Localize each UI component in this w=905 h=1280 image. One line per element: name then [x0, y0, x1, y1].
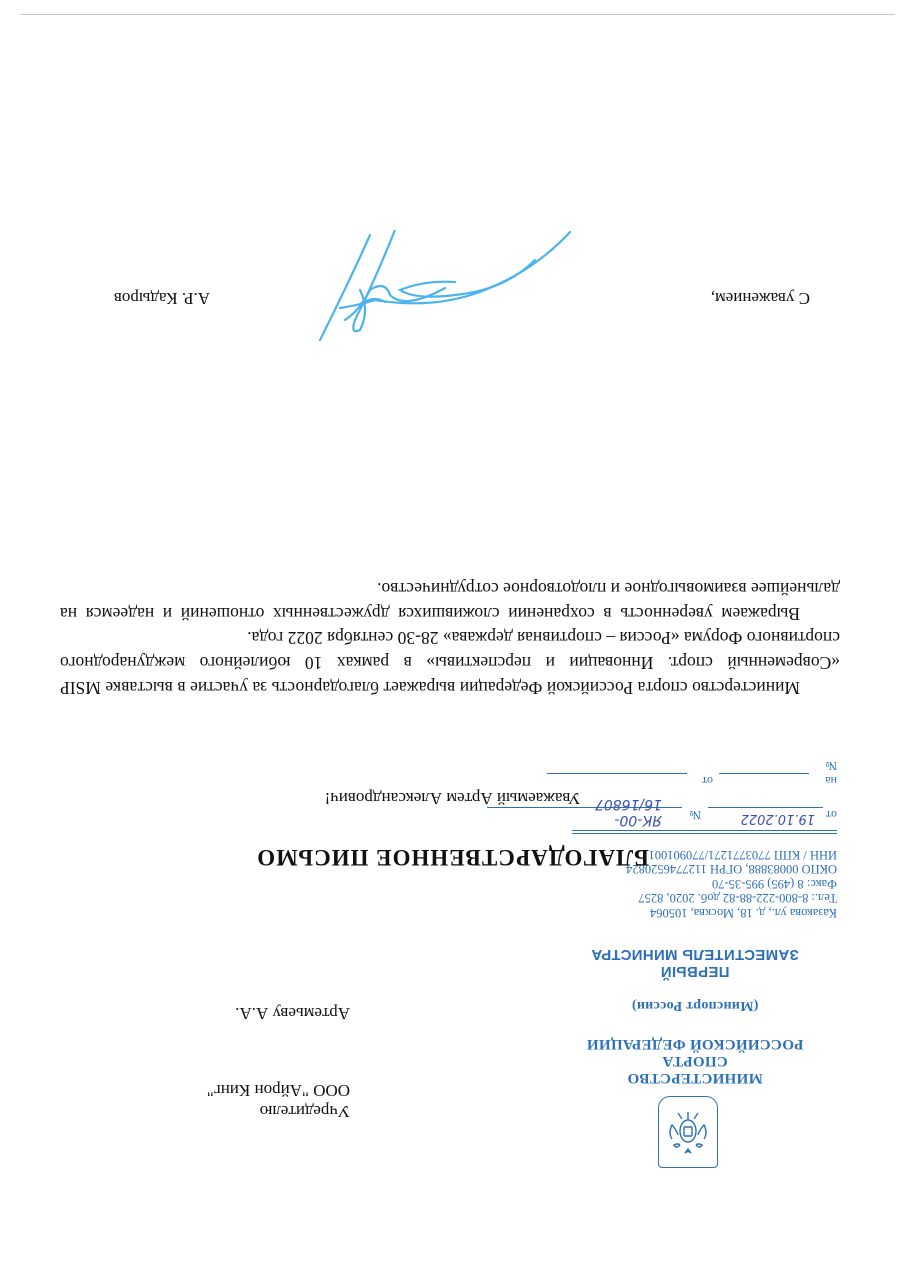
reply-number-label: на №	[825, 759, 837, 788]
addressee-name: Артемьеву А.А.	[235, 1004, 350, 1023]
body-paragraph: Выражаем уверенность в сохранении сложившихся дружественных отношений и надеемся на дальнейшее взаимовыгодное и плодотворное сотрудничество.	[60, 578, 840, 624]
letterhead-divider	[572, 833, 837, 834]
signature-icon	[295, 230, 575, 350]
address: Казакова ул., д. 18, Москва, 105064	[650, 906, 837, 920]
org-name	[530, 1035, 860, 1086]
addressee-company: ООО "Айрон Кинг"	[206, 1081, 350, 1100]
phone: Тел.: 8-800-222-88-82 доб. 2020, 8257	[638, 891, 837, 906]
reply-from-label: от	[701, 774, 713, 788]
org-name-line: СПОРТА	[662, 1053, 728, 1069]
letter-body	[60, 576, 840, 700]
org-name-line: РОССИЙСКОЙ ФЕДЕРАЦИИ	[586, 1036, 804, 1052]
inn-kpp: ИНН / КПП 7703771271/770901001	[648, 848, 837, 862]
addressee-block	[70, 1003, 350, 1122]
org-name-line: МИНИСТЕРСТВО	[627, 1070, 763, 1086]
coat-of-arms-icon	[658, 1096, 718, 1168]
letter-title: БЛАГОДАРСТВЕННОЕ ПИСЬМО	[256, 845, 649, 870]
handwritten-date: 19.10.2022	[740, 811, 815, 826]
position-line: ПЕРВЫЙ	[660, 963, 730, 980]
fax: Факс: 8 (495) 995-35-70	[712, 877, 837, 891]
registration-codes: ОКПО 00083888, ОГРН 1127746520824	[626, 862, 837, 877]
salutation: Уважаемый Артем Александрович!	[324, 789, 581, 808]
closing: С уважением,	[710, 289, 810, 308]
handwritten-number: ЯК-00-16/16807	[594, 796, 662, 828]
org-short-name: (Минспорт России)	[631, 998, 759, 1013]
position-line: ЗАМЕСТИТЕЛЬ МИНИСТРА	[591, 946, 799, 963]
position-title	[530, 946, 860, 980]
signer-name: А.Р. Кадыров	[113, 289, 210, 308]
number-label: №	[689, 808, 701, 822]
letterhead-divider	[572, 830, 837, 831]
from-label: от	[825, 808, 837, 822]
addressee-role: Учредителю	[259, 1102, 350, 1121]
body-paragraph: Министерство спорта Российской Федерации выражает благодарность за участие в выставке MSIP «Современный спорт. Инновации и перспективы» в рамках 10 юбилейного международного спортивного Форума «Россия – спортивная держава» 28-30 сентября 2022 года.	[60, 628, 840, 698]
